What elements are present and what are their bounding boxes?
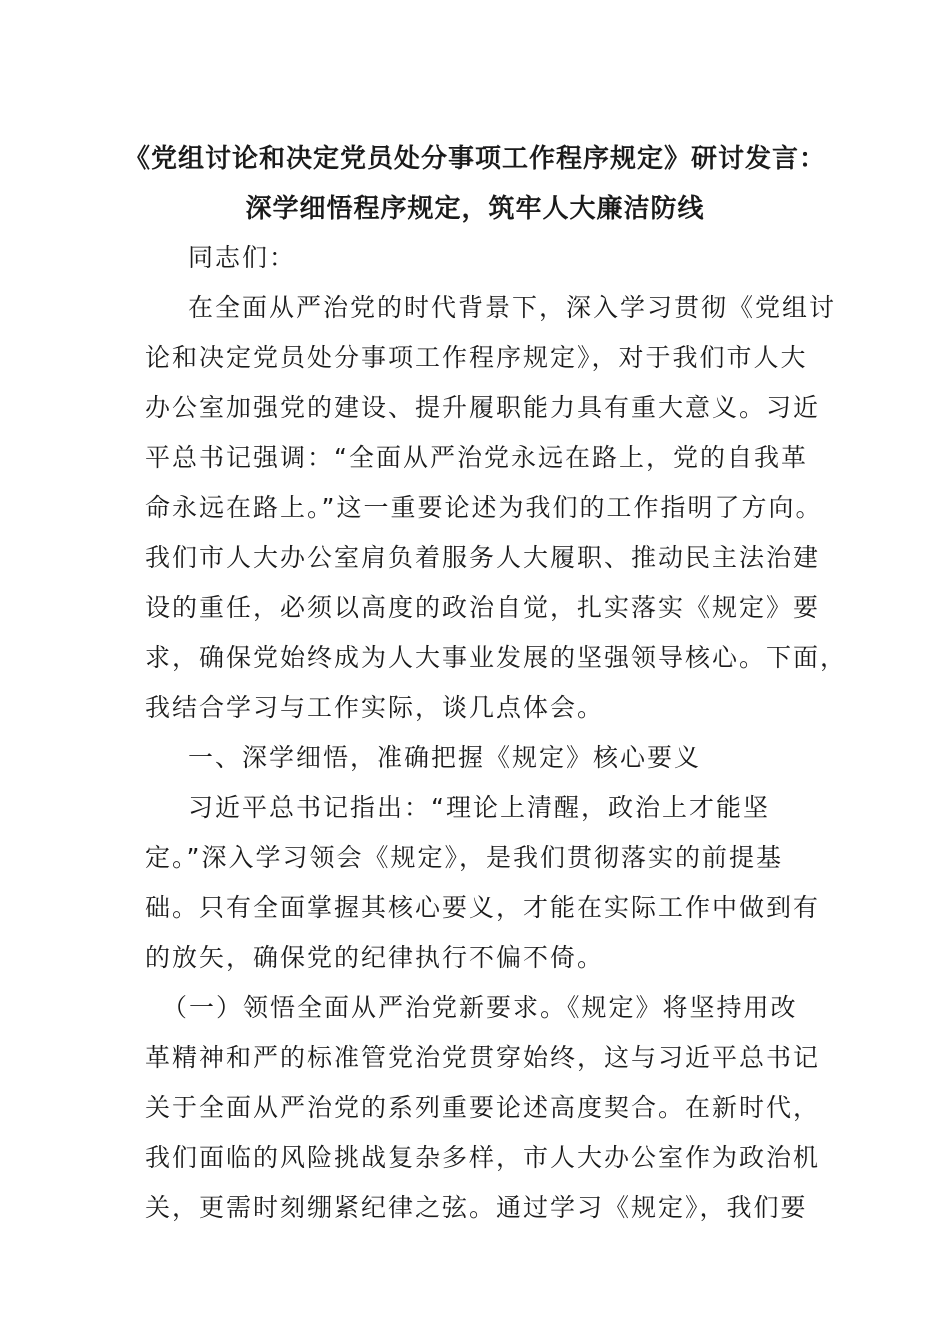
paragraph-line: 我们面临的风险挑战复杂多样，市人大办公室作为政治机: [145, 1143, 821, 1172]
paragraph-line: 的放矢，确保党的纪律执行不偏不倚。: [145, 943, 605, 972]
document-title-line-2: 深学细悟程序规定，筑牢人大廉洁防线: [245, 194, 705, 224]
paragraph-line: 设的重任，必须以高度的政治自觉，扎实落实《规定》要: [145, 593, 821, 622]
paragraph-line: 办公室加强党的建设、提升履职能力具有重大意义。习近: [145, 393, 821, 422]
paragraph-line: 论和决定党员处分事项工作程序规定》，对于我们市人大: [145, 343, 808, 372]
paragraph-line: 定。”深入学习领会《规定》，是我们贯彻落实的前提基: [145, 843, 783, 872]
paragraph-line: 我们市人大办公室肩负着服务人大履职、推动民主法治建: [145, 543, 821, 572]
paragraph-line: 关于全面从严治党的系列重要论述高度契合。在新时代，: [145, 1093, 821, 1122]
paragraph-line: 求，确保党始终成为人大事业发展的坚强领导核心。下面，: [145, 643, 848, 672]
paragraph-line: 习近平总书记指出：“理论上清醒，政治上才能坚: [188, 793, 770, 822]
paragraph-line: （一）领悟全面从严治党新要求。《规定》将坚持用改: [162, 993, 798, 1022]
salutation: 同志们：: [188, 243, 297, 272]
section-heading: 一、深学细悟，准确把握《规定》核心要义: [188, 743, 702, 772]
paragraph-line: 命永远在路上。”这一重要论述为我们的工作指明了方向。: [145, 493, 823, 522]
paragraph-line: 我结合学习与工作实际，谈几点体会。: [145, 693, 605, 722]
document-title-line-1: 《党组讨论和决定党员处分事项工作程序规定》研讨发言：: [123, 144, 826, 174]
paragraph-line: 平总书记强调：“全面从严治党永远在路上，党的自我革: [145, 443, 808, 472]
paragraph-line: 革精神和严的标准管党治党贯穿始终，这与习近平总书记: [145, 1043, 821, 1072]
paragraph-line: 在全面从严治党的时代背景下，深入学习贯彻《党组讨: [188, 293, 837, 322]
paragraph-line: 础。只有全面掌握其核心要义，才能在实际工作中做到有: [145, 893, 821, 922]
paragraph-line: 关，更需时刻绷紧纪律之弦。通过学习《规定》，我们要: [145, 1193, 808, 1222]
